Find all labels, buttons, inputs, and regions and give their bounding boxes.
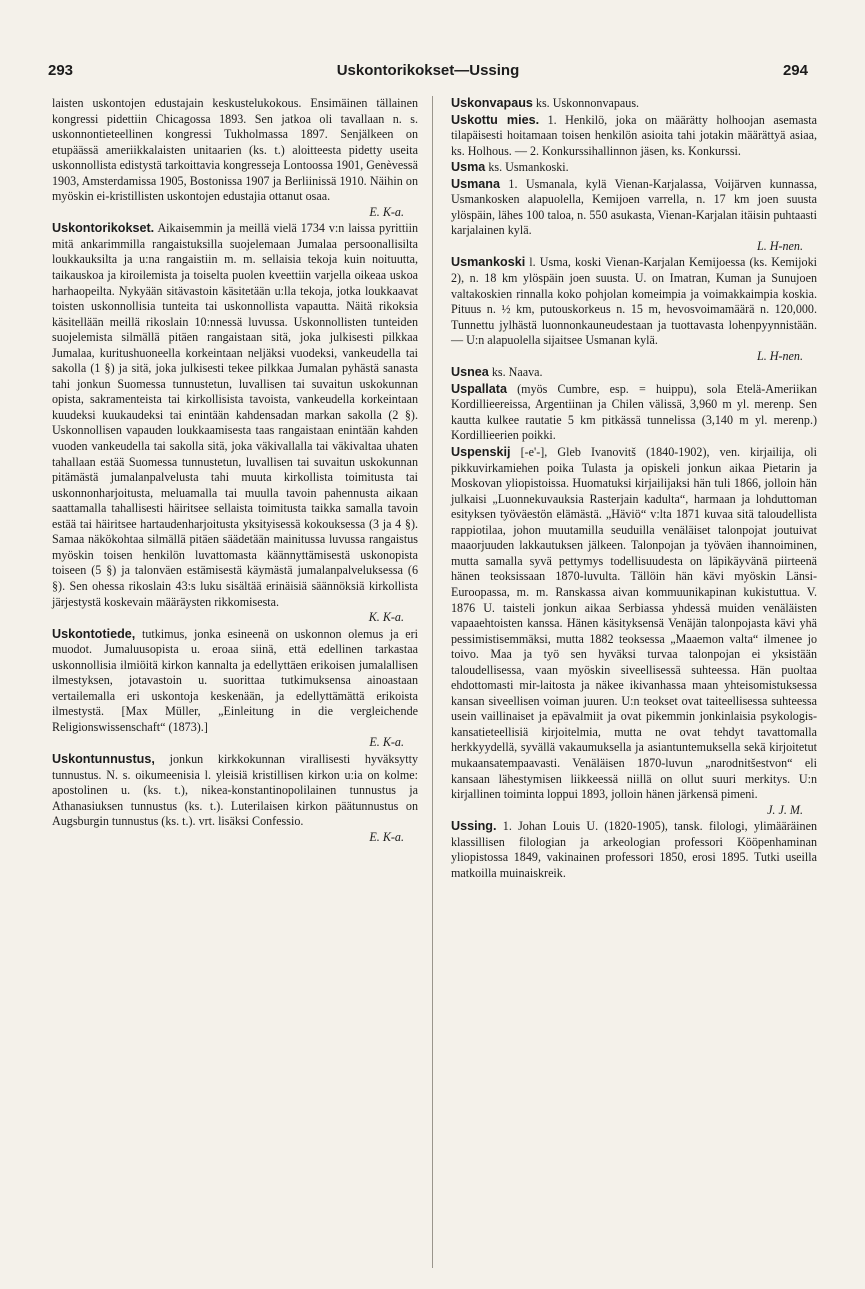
entry-uskontunnustus <box>52 752 418 845</box>
entry-text: Aikaisemmin ja meillä vielä 1734 v:n laissa pyrittiin mitä ankarimmilla rangaistuksilla suojelemaan Jumalaa persoonallisilta loukkauksilta ja u:na rangaistiin m. m. sellaisia tekoja kuin noituutta, taikauskoa ja kiroilemista ja toiselta puolen kveettiin varjella oikeaa uskoa harhaopeilta. Nykyään sitävastoin käsitetään u:lla tekoja, jotka loukkaavat toisten uskonnollisia tunteita tai uskonnollista vapautta. Näitä rikoksia käsitellään meillä rikoslain 10:nnessä luvussa. Uskonnollisten tunteiden suojelemista silmällä pitäen rangaistaan sitä, joka julkisesti pilkkaa Jumalaa, kuritushuoneella korkeintaan neljäksi vuodeksi, vankeudella tai sakolla (1 §) ja sitä, joka julkisesti tekee pilkkaa Jumalan pyhästä sanasta tahi jonkun Suomessa tunnustetun, luvallisen tai suvaitun uskokunnan opista, sakramenteista tai kirkollisista tavoista, vankeudella korkeintaan kuudeksi kuukaudeksi tai enintään kahdensadan markan sakolla (2 §). Uskonnollisen vapauden loukkaamisesta taas rangaistaan enintään kahden vuoden vankeudella tai sakolla sitä, joka väkivallalla tai väkivaltaa uhaten tahallaan estää Suomessa tunnustetun, luvallisen tai suvaitun uskokunnan pitämästä jumalanpalvelusta tahi muuta kirkollista toimitusta tai uskonnonharjoitusta, meluamalla tai muulla tavoin pahennusta aikaan saattamalla tahallisesti häiritsee sellaista toimitusta taikka samalla tavoin estää tai häiritsee hartaudenharjoitusta yksityisessä kokouksessa (3 ja 4 §). Samaa näkökohtaa silmällä pitäen säädetään mainitussa luvussa rangaistus myöskin toisen henkilön luvattomasta käännyttämisestä uskonopista toiseen (5 §) ja talonväen estämisestä käymästä jumalanpalveluksessa (6 §). Sen ohessa rikoslain 43:s luku sisältää erinäisiä säännöksiä kirkollista järjestystä koskevain määräysten rikkomisesta. <box>52 221 419 609</box>
entry-headword: Uspenskij <box>451 445 511 460</box>
entry-headword: Uskonvapaus <box>451 96 533 110</box>
entry-headword: Uspallata <box>451 381 507 396</box>
entry-usnea <box>451 365 817 381</box>
entry-text: (myös Cumbre, esp. = huippu), sola Etelä-Ameriikan Kordillieereissa, Argentiinan ja Chilen välissä, 3,960 m yl. merenp. Sen kautta kulkee rautatie 5 km pitkässä tunnelissa (3,140 m yl. merenp.) Kordillieerien poikki. <box>451 381 817 443</box>
entry-usma <box>451 160 817 176</box>
right-column <box>451 96 817 882</box>
entry-signature: K. K-a. <box>368 610 404 625</box>
page-number-left: 293 <box>48 62 74 79</box>
entry-usmankoski <box>451 255 817 364</box>
entry-signature: E. K-a. <box>369 735 404 750</box>
entry-headword: Uskontunnustus, <box>52 751 155 766</box>
entry-text: laisten uskontojen edustajain keskustelukokous. Ensimäinen tällainen kongressi pidettiin Chicagossa 1893. Sen jatkoa oli tavallaan n. s. uskonnontieteellinen kongressi Tukholmassa 1897. Senjälkeen on etupäässä ameriikkalaisten unitaarien (ks. t.) aloitteesta pidetty useita uskonnollista edistystä tarkoittavia kongresseja Lontoossa 1901, Genèvessä 1903, Amsterdamissa 1905, Bostonissa 1907 ja Berliinissä 1910. Näihin on myöskin ei-kristillisten uskontojen edustajia ottanut osaa. <box>52 96 418 204</box>
entry-text: ks. Uskonnonvapaus. <box>535 96 640 110</box>
entry-ussing <box>451 819 817 881</box>
entry-text: jonkun kirkkokunnan virallisesti hyväksytty tunnustus. N. s. oikumeenisia l. yleisiä kristillisen kirkon u:ia on kolme: apostolinen u. (ks. t.), nikea-konstantinopolilainen tunnustus ja Athanasiuksen tunnustus (ks. t.). Luterilaisen kirkon päätunnustus on Augsburgin tunnustus (ks. t.). vrt. lisäksi Confessio. <box>52 751 418 829</box>
entry-text: [-e'-], Gleb Ivanovitš (1840-1902), ven. kirjailija, oli pikkuvirkamiehen poika Tulasta ja opiskeli jonkun aikaa Pietarin ja Moskovan yliopistoissa. Huomatuksi kirjailijaksi hän tuli 1866, jolloin hän julkaisi „Luonnekuvauksia Rasterjain kadulta“, harmaan ja lohduttoman esityksen työväestön elämästä. „Häviö“ v:lta 1871 kuvaa sitä taloudellista rappiotilaa, johon muutamilla seuduilla venäläiset talonpojat joutuivat maaorjuuden lakkautuksen jälkeen. Talonpojan ja työväen ihannoiminen, mutta samalla syvä pettymys todellisuudesta on läpikäyvänä piirteenä hänen teoksissaan 1870-luvulta. Tällöin hän kävi myöskin Länsi-Euroopassa, m. m. Ranskassa aivan kommuunikapinan kukistuttua. V. 1876 U. taisteli jonkun aikaa Serbiassa yhdessä muiden venäläisten vapaaehtoisten kanssa. Hänen käsityksensä Venäjän talonpojasta kävi yhä pessimistisemmäksi, mutta 1882 teoksessa „Maaemon valta“ ilmenee jo toivo. Maa ja työ sen hyväksi turvaa talonpojan ei yksistään taloudellisessa, vaan myöskin siveellisessä suhteessa. Hän puoltaa ehdottomasti mir-laitosta ja näkee ikivanhassa maan yhteisomistuksessa kansan siveellisen voiman juuren. U:n teokset ovat taiteellisessa suhteessa usein vaillinaiset ja epävalmiit ja ovat pikemmin jonkinlaisia psykologis-kansatieteellisiä kirjoitelmia, mutta ne ovat tehdyt tavattomalla herkkyydellä, syvällä vakaumuksella ja asiantuntemuksella sekä kirjoitetut mukaansatempaavasti. Venäläisen 1870-luvun „narodnitšestvon“ eli kansaan lähestymisen liikkeessä niillä on ollut suuri merkitys. U:n kirjallinen toiminta loppui 1893, jolloin hänen järkensä pimeni. <box>451 445 817 802</box>
entry-signature: E. K-a. <box>369 204 404 219</box>
page-header <box>48 62 808 84</box>
entry-headword: Uskontorikokset. <box>52 221 155 236</box>
entry-kongressi-continuation <box>52 96 418 220</box>
entry-text: ks. Naava. <box>491 365 543 380</box>
entry-usmana <box>451 177 817 255</box>
entry-text: 1. Johan Louis U. (1820-1905), tansk. filologi, ylimääräinen klassillisen filologian ja arkeologian professori Kööpenhaminan yliopistossa 1849, vakinainen professori 1850, erosi 1895. Tutki useilla matkoilla muinaiskreik. <box>451 819 817 880</box>
entry-text: tutkimus, jonka esineenä on uskonnon olemus ja eri muodot. Jumaluusopista u. eroaa siinä, että edellinen tarkastaa uskonnollisia ilmiöitä kirkon kannalta ja edellyttäen erikoisen jumalallisen ilmestyksen, jotavastoin u. suorittaa tutkimuksensa ainoastaan vertailemalla eri uskontoja keskenään, ja edellyttämättä erikoista ilmestystä. [Max Müller, „Einleitung in die vergleichende Religionswissenschaft“ (1873).] <box>52 626 418 734</box>
left-column <box>52 96 418 846</box>
entry-text: ks. Usmankoski. <box>488 160 569 175</box>
entry-uskottu-mies <box>451 113 817 160</box>
entry-text: 1. Henkilö, joka on määrätty holhoojan asemasta tilapäisesti hoitamaan toisen henkilön asioita tahi jotakin määrättyä asiaa, ks. Holhous. — 2. Konkurssihallinnon jäsen, ks. Konkurssi. <box>451 112 817 158</box>
entry-signature: L. H-nen. <box>756 238 803 253</box>
entry-headword: Ussing. <box>451 819 497 834</box>
entry-uspenskij <box>451 445 817 818</box>
entry-signature: E. K-a. <box>369 829 404 844</box>
column-divider <box>432 96 433 1268</box>
entry-headword: Usnea <box>451 365 489 380</box>
entry-uskonvapaus <box>451 96 817 112</box>
entry-uskontotiede <box>52 627 418 751</box>
entry-uspallata <box>451 382 817 444</box>
entry-headword: Usmana <box>451 176 500 191</box>
page-number-right: 294 <box>782 62 808 79</box>
running-title: Uskontorikokset—Ussing <box>336 62 520 79</box>
entry-uskontorikokset <box>52 221 418 625</box>
entry-headword: Uskontotiede, <box>52 626 136 641</box>
entry-text: l. Usma, koski Vienan-Karjalan Kemijoessa (ks. Kemijoki 2), n. 18 km ylöspäin joen suusta. U. on Imatran, Kuman ja Sunujoen valtakoskien rinnalla koko pohjolan komeimpia ja voimakkaimpia koskia. Pituus n. ½ km, putouskorkeus n. 15 m, hevosvoimamäärä n. 120,000. Tunnettu jylhästä luonnonkauneudestaan ja tuottavasta lohenpyynnistään. — U:n alapuolella sijaitsee Usmanan kylä. <box>451 255 817 348</box>
entry-signature: J. J. M. <box>767 802 803 817</box>
entry-headword: Usma <box>451 160 486 175</box>
entry-signature: L. H-nen. <box>756 348 803 363</box>
entry-text: 1. Usmanala, kylä Vienan-Karjalassa, Voijärven kunnassa, Usmankosken alapuolella, Kemijoen varrella, n. 17 km joen suusta ylöspäin, lähes 100 taloa, n. 550 asukasta, Vienan-Karjalan itäisin puhtaasti karjalainen kylä. <box>451 176 817 238</box>
entry-headword: Uskottu mies. <box>451 112 540 127</box>
entry-headword: Usmankoski <box>451 255 526 270</box>
